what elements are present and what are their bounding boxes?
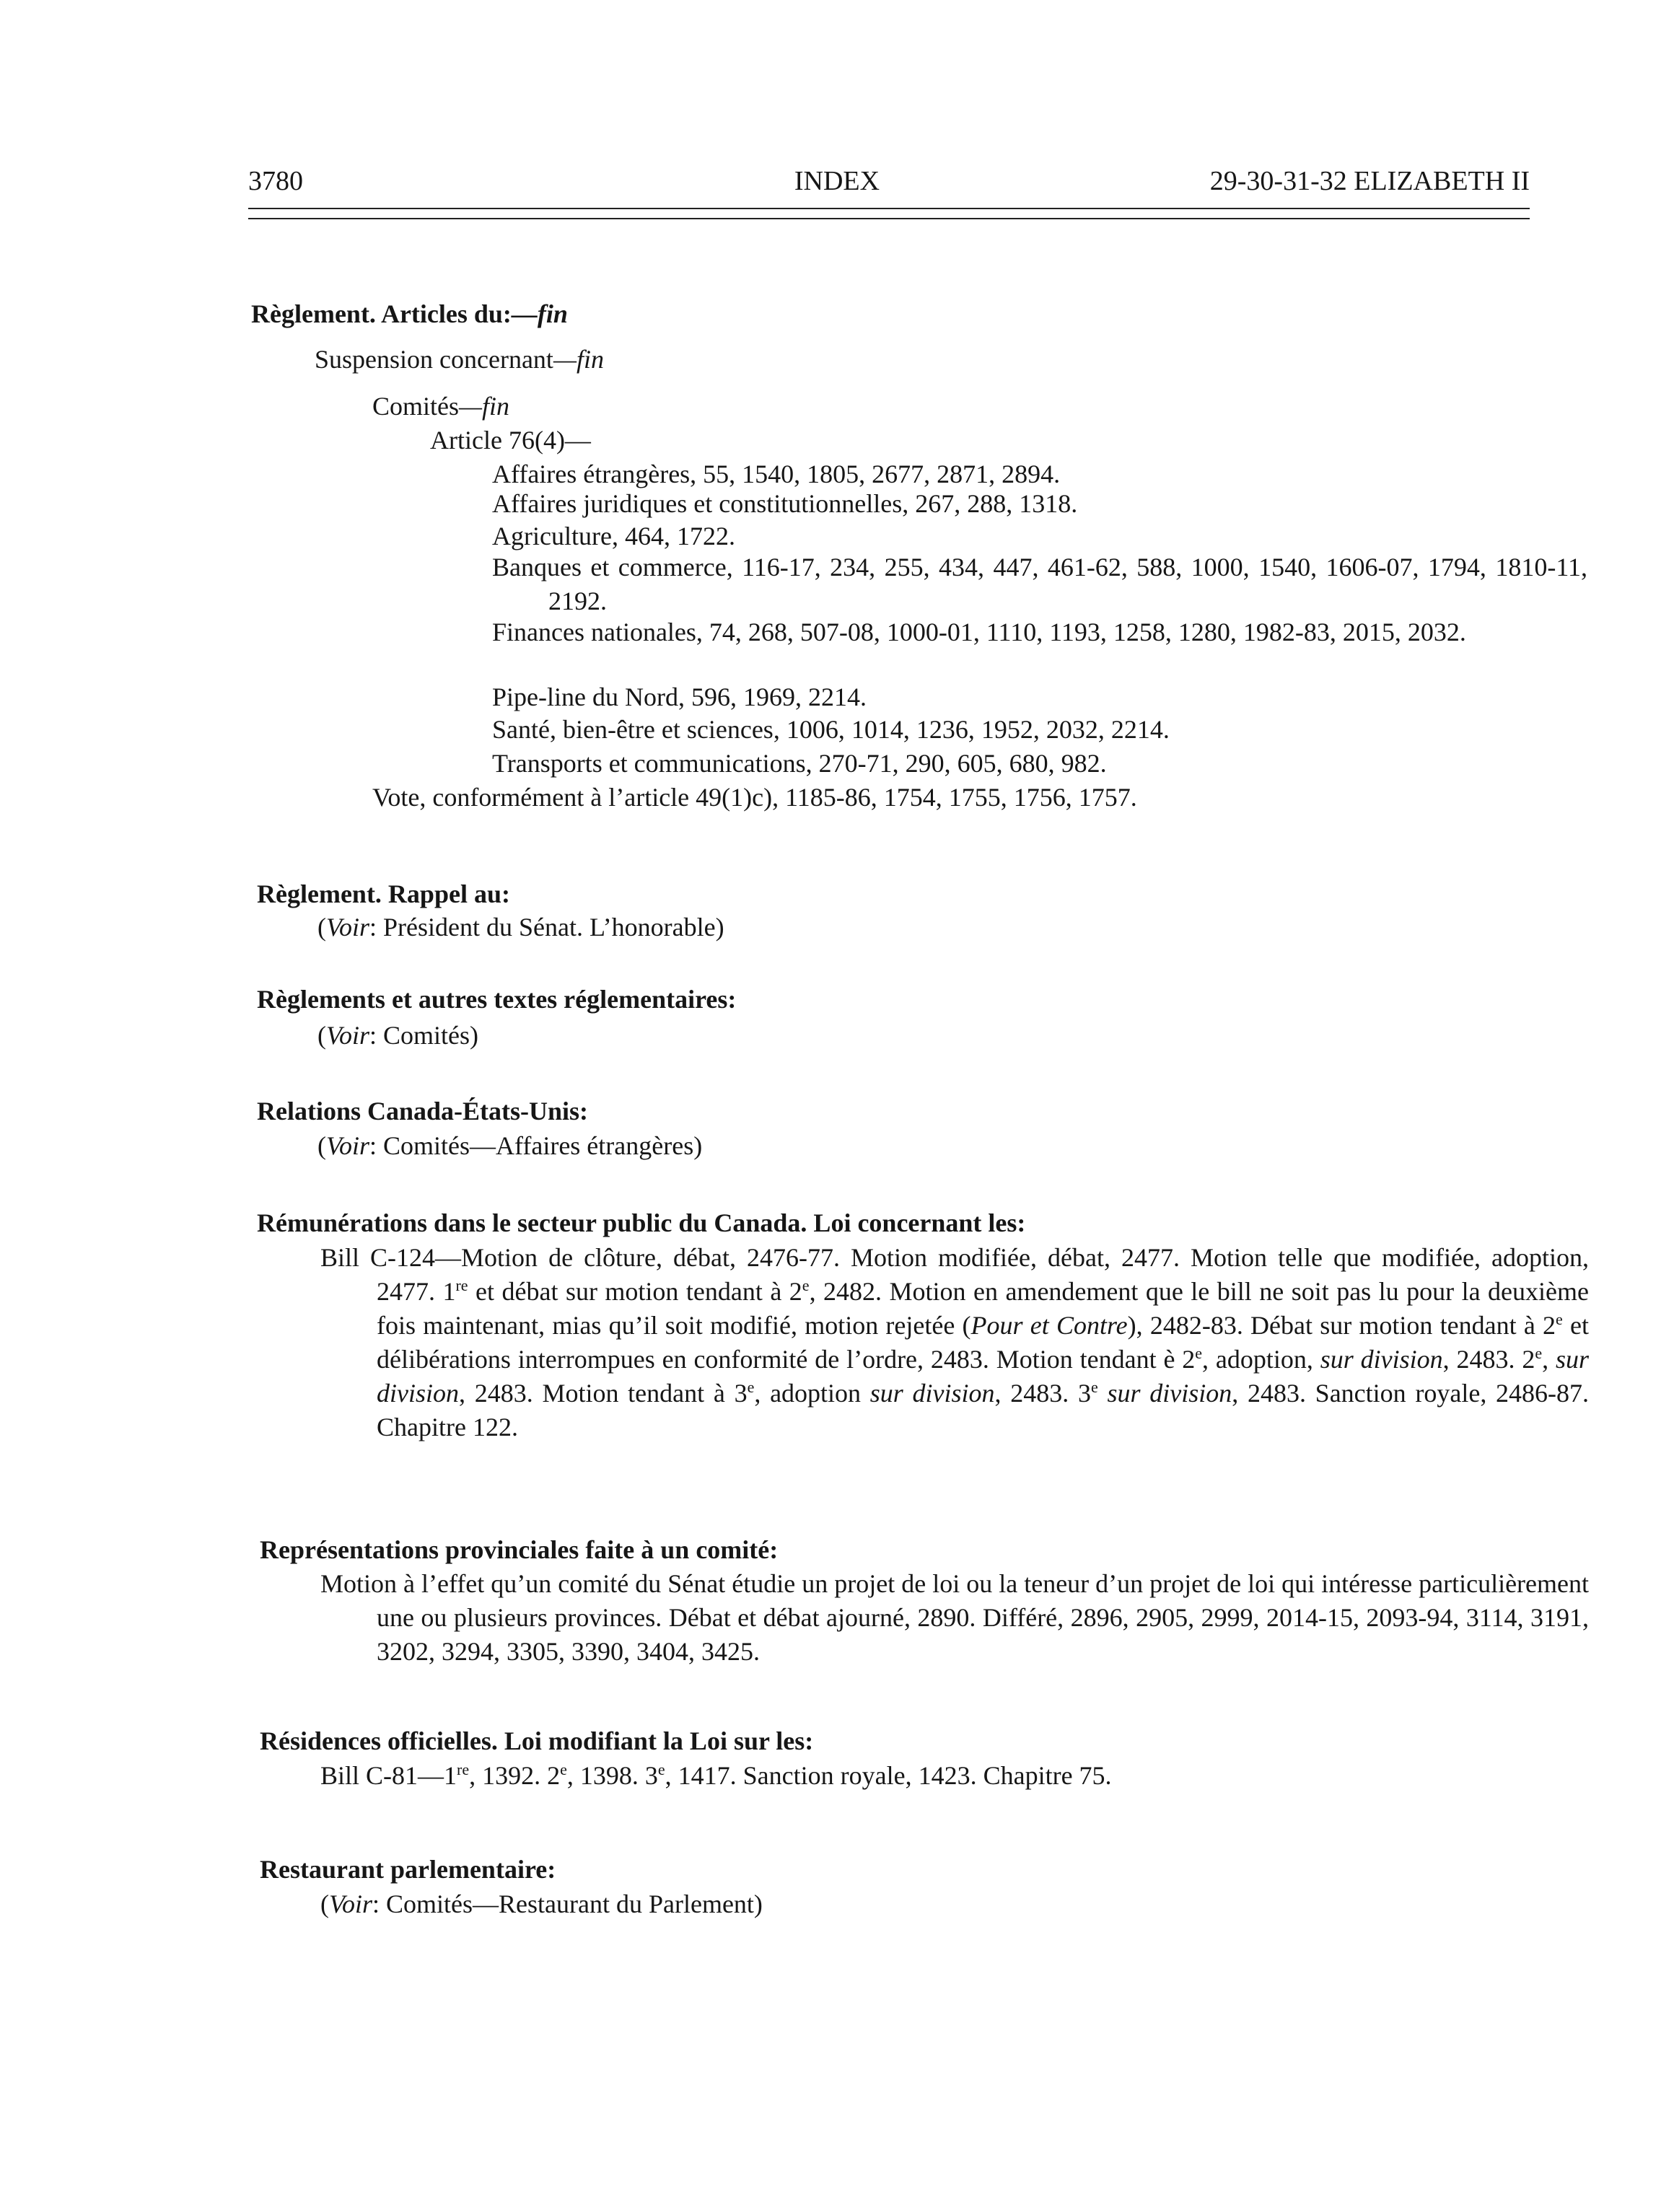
list-item: Affaires juridiques et constitutionnelles, 267, 288, 1318. (492, 489, 1078, 518)
entry-heading-reglement-articles: Règlement. Articles du:—fin (251, 299, 568, 328)
see-reference: (Voir: Comités—Affaires étrangères) (317, 1131, 703, 1160)
list-item: Agriculture, 464, 1722. (492, 522, 735, 550)
entry-heading-remunerations: Rémunérations dans le secteur public du Canada. Loi concernant les: (257, 1208, 1026, 1237)
see-reference: (Voir: Président du Sénat. L’honorable) (317, 913, 724, 942)
header-rule-top (248, 208, 1530, 209)
entry-heading-relations: Relations Canada-États-Unis: (257, 1097, 589, 1125)
sub-entry-suspension: Suspension concernant—fin (315, 345, 604, 374)
running-title: INDEX (794, 166, 880, 196)
entry-heading-representations: Représentations provinciales faite à un comité: (260, 1535, 779, 1564)
sub-entry-article: Article 76(4)— (430, 426, 591, 455)
sub-entry-vote: Vote, conformément à l’article 49(1)c), 1185-86, 1754, 1755, 1756, 1757. (372, 783, 1137, 812)
reign-years: 29-30-31-32 ELIZABETH II (1209, 166, 1530, 196)
header-rule-bottom (248, 218, 1530, 219)
entry-heading-residences: Résidences officielles. Loi modifiant la Loi sur les: (260, 1726, 814, 1755)
see-reference: (Voir: Comités) (317, 1021, 479, 1050)
entry-text-residences: Bill C-81—1re, 1392. 2e, 1398. 3e, 1417. Sanction royale, 1423. Chapitre 75. (320, 1760, 1112, 1790)
list-item: Affaires étrangères, 55, 1540, 1805, 2677, 2871, 2894. (492, 460, 1061, 488)
entry-heading-rappel: Règlement. Rappel au: (257, 879, 510, 908)
page-number: 3780 (248, 166, 303, 196)
fin-marker: —fin (511, 299, 568, 328)
sub-entry-comites: Comités—fin (372, 392, 510, 421)
entry-heading-restaurant: Restaurant parlementaire: (260, 1855, 556, 1884)
entry-heading-reglements-textes: Règlements et autres textes réglementaires: (257, 985, 737, 1014)
entry-text-remunerations: Bill C-124—Motion de clôture, débat, 2476-77. Motion modifiée, débat, 2477. Motion telle que modifiée, adoption, 2477. 1re et débat sur motion tendant à 2e, 2482. Motion en amendement que le bill ne soit pas lu pour la deuxième fois maintenant, mias qu’il soit modifié, motion rejetée (Pour et Contre), 2482-83. Débat sur motion tendant à 2e et délibérations interrompues en conformité de l’ordre, 2483. Motion tendant è 2e, adoption, sur division, 2483. 2e, sur division, 2483. Motion tendant à 3e, adoption sur division, 2483. 3e sur division, 2483. Sanction royale, 2486-87. Chapitre 122. (320, 1243, 1590, 1441)
list-item: Santé, bien-être et sciences, 1006, 1014, 1236, 1952, 2032, 2214. (492, 715, 1170, 744)
list-item: Transports et communications, 270-71, 290, 605, 680, 982. (492, 749, 1107, 778)
list-item: Finances nationales, 74, 268, 507-08, 1000-01, 1110, 1193, 1258, 1280, 1982-83, 2015, 2032. (492, 618, 1466, 646)
see-reference: (Voir: Comités—Restaurant du Parlement) (320, 1890, 763, 1918)
list-item: Pipe-line du Nord, 596, 1969, 2214. (492, 683, 867, 711)
entry-text-representations: Motion à l’effet qu’un comité du Sénat étudie un projet de loi ou la teneur d’un projet de loi qui intéresse particulièrement une ou plusieurs provinces. Débat et débat ajourné, 2890. Différé, 2896, 2905, 2999, 2014-15, 2093-94, 3114, 3191, 3202, 3294, 3305, 3390, 3404, 3425. (320, 1569, 1589, 1666)
list-item: Banques et commerce, 116-17, 234, 255, 434, 447, 461-62, 588, 1000, 1540, 1606-07, 1794, 1810-11, 2192. (492, 553, 1587, 615)
